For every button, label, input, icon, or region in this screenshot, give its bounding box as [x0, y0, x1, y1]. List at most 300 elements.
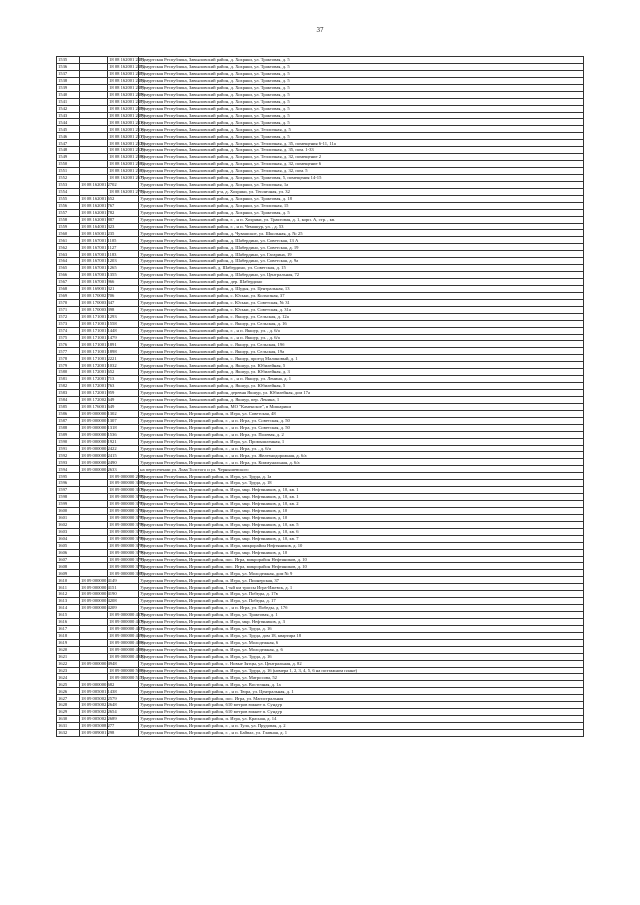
table-row: [57, 549, 584, 556]
table-row: [57, 390, 584, 397]
row-number: 1607: [57, 556, 80, 563]
table-row: [57, 244, 584, 251]
cadastral-number: [80, 494, 108, 501]
row-number: 1559: [57, 223, 80, 230]
address: Удмуртская Республика, Игринский район, п. Игра, ул. Пионерская, 37: [139, 577, 584, 584]
cadastral-number-alt: 18 09 000000 4398: [109, 633, 145, 639]
cadastral-number: 18 08 171001 1448: [81, 327, 117, 333]
address: Удмуртская Республика, Игринский район, п. Игра, мкр. Нефтяников, д. 10, кв. 6: [139, 528, 584, 535]
row-number: 1613: [57, 598, 80, 605]
row-number: 1570: [57, 299, 80, 306]
address: Удмуртская Республика, Завьяловский район, д. Хохряки, ул. Тепличная, 15: [139, 202, 584, 209]
table-row: [57, 299, 584, 306]
table-row: [57, 292, 584, 299]
table-row: [57, 605, 584, 612]
address: Удмуртская Республика, Игринский район, г. , н п. Игра, ул. Коммунальная, д. 6/а: [139, 459, 584, 466]
cadastral-number-alt: 18 08 162001 2403: [109, 71, 145, 77]
cadastral-number: [80, 98, 108, 105]
address: Удмуртская Республика, Завьяловский район, г. , н п. Якшур, ул. , д. 6/а: [139, 327, 584, 334]
address: Удмуртская Республика, Завьяловский район, д. Хохряки, ул. Трактовая, д. 18: [139, 195, 584, 202]
table-row: [57, 521, 584, 528]
address: Удмуртская Республика, Завьяловский район, д. Хохряки, ул. Тепличная, д. 5: [139, 126, 584, 133]
table-row: [57, 646, 584, 653]
cadastral-number: [80, 147, 108, 154]
table-row: [57, 403, 584, 410]
row-number: 1544: [57, 119, 80, 126]
row-number: 1569: [57, 292, 80, 299]
cadastral-number-alt: 18 09 000000 3792: [109, 563, 145, 569]
cadastral-number: 18 09 000000 1307: [81, 418, 117, 424]
row-number: 1546: [57, 133, 80, 140]
address: Удмуртская Республика, Завьяловский район, д. Хохряки, ул. Трактовая, д. 5: [139, 133, 584, 140]
row-number: 1550: [57, 161, 80, 168]
cadastral-number: 18 08 171001 1479: [81, 334, 117, 340]
cadastral-number-alt: 18 08 162001 2563: [109, 168, 145, 174]
address: Удмуртская Республика, Завьяловский район, д. Хохряки, ул. Трактовая, д. 5: [139, 91, 584, 98]
row-number: 1548: [57, 147, 80, 154]
cadastral-number-alt: 18 09 000000 3205: [109, 480, 145, 486]
table-row: [57, 126, 584, 133]
address: Удмуртская Республика, Завьяловский район, г. , н п. Якшур, ул. , д. 6/а: [139, 334, 584, 341]
table-row: [57, 702, 584, 709]
address: Удмуртская Республика, Завьяловский район, д. Хохряки, ул. Трактовая, д. 5: [139, 70, 584, 77]
address: Удмуртская Республика, Игринский район, г. , н п. Тула, ул. Прудовая, д. 2: [139, 723, 584, 730]
table-row: [57, 445, 584, 452]
row-number: 1626: [57, 688, 80, 695]
row-number: 1593: [57, 459, 80, 466]
cadastral-number: [80, 119, 108, 126]
row-number: 1630: [57, 716, 80, 723]
row-number: 1623: [57, 667, 80, 674]
table-row: [57, 140, 584, 147]
cadastral-number: [80, 168, 108, 175]
cadastral-number: [80, 77, 108, 84]
address: Удмуртская Республика, Игринский район, г. , н п. Игра, ул. , д. 6/а: [139, 445, 584, 452]
cadastral-number: 18 09 000000 4948: [81, 660, 117, 666]
table-row: [57, 313, 584, 320]
row-number: 1580: [57, 369, 80, 376]
address: Удмуртская Республика, Завьяловский район, с. Юськи, ул. Советская, № 31: [139, 299, 584, 306]
row-number: 1616: [57, 618, 80, 625]
table-row: [57, 570, 584, 577]
table-row: [57, 618, 584, 625]
row-number: 1565: [57, 265, 80, 272]
table-row: [57, 528, 584, 535]
row-number: 1605: [57, 542, 80, 549]
row-number: 1543: [57, 112, 80, 119]
row-number: 1539: [57, 84, 80, 91]
table-row: [57, 161, 584, 168]
cadastral-number: [80, 653, 108, 660]
address: Удмуртская Республика, Игринский район, п. Игра, мкр. Нефтяников, д. 10, кв. 1: [139, 494, 584, 501]
cadastral-number: 18 08 171001 1891: [81, 341, 117, 347]
cadastral-number: 18 08 170003 398: [81, 307, 115, 313]
table-row: [57, 535, 584, 542]
address: Удмуртская Республика, Завьяловский р-н, д. Хохряки, ул. Тепличная, ул. 32: [139, 188, 584, 195]
address: Удмуртская Республика, Завьяловский район, д. Хохряки, ул. Тепличная, д. 32, помещение 2: [139, 154, 584, 161]
cadastral-number-alt: 18 08 162001 2410: [109, 119, 145, 125]
cadastral-number: [80, 84, 108, 91]
address: Удмуртская Республика, Завьяловский район, деревня Якшур, ул. Юбилейная, дом 17а: [139, 390, 584, 397]
address: Удмуртская Республика, Завьяловский район, с. Юськи, ул. Колхозная, 37: [139, 292, 584, 299]
row-number: 1568: [57, 285, 80, 292]
row-number: 1563: [57, 251, 80, 258]
table-row: [57, 438, 584, 445]
cadastral-number: [80, 133, 108, 140]
table-row: [57, 334, 584, 341]
row-number: 1609: [57, 570, 80, 577]
row-number: 1536: [57, 63, 80, 70]
cadastral-number-alt: 18 08 162001 2402: [109, 64, 145, 70]
row-number: 1540: [57, 91, 80, 98]
cadastral-number-alt: 18 08 162001 2409: [109, 112, 145, 118]
row-number: 1551: [57, 168, 80, 175]
address: Удмуртская Республика, Завьяловский район, с. Якшур, ул. Сельская, 19б: [139, 341, 584, 348]
address: Удмуртская Республика, Игринский район, г. , н п. Байвал, ул. Главная, д. 1: [139, 729, 584, 736]
table-row: [57, 98, 584, 105]
address: на пересечении ул. Льва Толстого и ул. Чернышевского: [139, 466, 584, 473]
address: Удмуртская Республика, Завьяловский район, д. Якшур, ул. Юбилейная, 5: [139, 362, 584, 369]
address: Удмуртская Республика, Завьяловский район, д. Шудья, ул. Центральная, 13: [139, 285, 584, 292]
address: Удмуртская Республика, Игринский район, п. Игра, ул. Трактовая, д. 1: [139, 612, 584, 619]
cadastral-number: 18 08 171001 1293: [81, 313, 117, 319]
cadastral-number: [80, 63, 108, 70]
cadastral-number: 18 08 170003 347: [81, 300, 115, 306]
row-number: 1620: [57, 646, 80, 653]
cadastral-number: [80, 618, 108, 625]
table-row: [57, 417, 584, 424]
row-number: 1574: [57, 327, 80, 334]
row-number: 1575: [57, 334, 80, 341]
address: Удмуртская Республика, Игринский район, г. , н п. Игра, ул. Полевая, д. 2: [139, 431, 584, 438]
cadastral-number-alt: 18 09 000000 3787: [109, 529, 145, 535]
cadastral-number-alt: 18 09 000000 3785: [109, 515, 145, 521]
row-number: 1586: [57, 410, 80, 417]
row-number: 1547: [57, 140, 80, 147]
table-row: [57, 272, 584, 279]
cadastral-number-alt: 18 09 000000 3983: [109, 570, 145, 576]
row-number: 1628: [57, 702, 80, 709]
address: Удмуртская Республика, Завьяловский район, д. Хохряки, ул. Трактовая, д. 5: [139, 63, 584, 70]
address: Удмуртская Республика, Завьяловский район, д. Хохряки, ул. Трактовая, д. 5: [139, 105, 584, 112]
cadastral-number-alt: 18 09 000000 5069: [109, 667, 145, 673]
row-number: 1617: [57, 625, 80, 632]
cadastral-number-alt: 18 09 000000 2900: [109, 473, 145, 479]
cadastral-number-alt: 18 09 000000 4940: [109, 653, 145, 659]
address: Удмуртская Республика, Завьяловский район, д. Хохряки, ул. Тепличная, д. 32, пом. 5: [139, 168, 584, 175]
cadastral-number: [80, 480, 108, 487]
table-row: [57, 688, 584, 695]
address: Удмуртская Республика, Завьяловский район, д. Хохряки, ул. Тепличная, д. 35, помещения 6-11, 11а: [139, 140, 584, 147]
table-row: [57, 77, 584, 84]
table-row: [57, 466, 584, 473]
row-number: 1590: [57, 438, 80, 445]
cadastral-number-alt: 18 08 162001 2671: [109, 175, 145, 181]
table-row: [57, 70, 584, 77]
table-row: [57, 681, 584, 688]
table-row: [57, 258, 584, 265]
row-number: 1576: [57, 341, 80, 348]
table-row: [57, 251, 584, 258]
cadastral-number: [80, 514, 108, 521]
cadastral-number: [80, 674, 108, 681]
table-row: [57, 119, 584, 126]
address: Удмуртская Республика, Завьяловский район, с. Якшур, проезд Малиновый, д. 1: [139, 355, 584, 362]
cadastral-number: 18 09 005001 1438: [81, 688, 117, 694]
cadastral-number: 18 09 000000 4209: [81, 605, 117, 611]
table-row: [57, 223, 584, 230]
address: Удмуртская Республика, Игринский район, п. Игра, микрорайон Нефтяников, д. 10: [139, 542, 584, 549]
cadastral-number: [80, 174, 108, 181]
row-number: 1562: [57, 244, 80, 251]
cadastral-number: [80, 549, 108, 556]
address: Удмуртская Республика, Игринский район, п. Игра, мкр. Нефтяников, д. 10, кв. 7: [139, 535, 584, 542]
table-row: [57, 452, 584, 459]
cadastral-number: [80, 646, 108, 653]
cadastral-number-alt: 18 08 162001 2405: [109, 85, 145, 91]
cadastral-number: 18 08 171001 1558: [81, 320, 117, 326]
cadastral-number: [80, 556, 108, 563]
cadastral-number: [80, 542, 108, 549]
address: Удмуртская Республика, Завьяловский район, д. Хохряки, ул. Трактовая, д. 5: [139, 119, 584, 126]
cadastral-number-alt: 18 09 000000 3782: [109, 494, 145, 500]
cadastral-number-alt: 18 09 000000 4869: [109, 646, 145, 652]
table-row: [57, 188, 584, 195]
cadastral-number: [80, 667, 108, 674]
address: Удмуртская Республика, Завьяловский район, с. Якшур, ул. Сельская, 19а: [139, 348, 584, 355]
row-number: 1577: [57, 348, 80, 355]
table-row: [57, 112, 584, 119]
address: Удмуртская Республика, Игринский район, пос. Игра, микрорайон Нефтяников, д. 10: [139, 556, 584, 563]
table-row: [57, 709, 584, 716]
row-number: 1583: [57, 390, 80, 397]
row-number: 1549: [57, 154, 80, 161]
cadastral-number: 18 09 000000 4208: [81, 598, 117, 604]
cadastral-number: 18 08 172001 652: [81, 369, 115, 375]
table-row: [57, 320, 584, 327]
table-row: [57, 195, 584, 202]
row-number: 1599: [57, 501, 80, 508]
row-number: 1606: [57, 549, 80, 556]
table-row: [57, 369, 584, 376]
cadastral-number: 18 09 000000 682: [81, 681, 115, 687]
cadastral-number-alt: 18 08 162001 2517: [109, 133, 145, 139]
cadastral-number: 18 08 162001 782: [81, 209, 115, 215]
table-row: [57, 514, 584, 521]
table-row: [57, 632, 584, 639]
address: Удмуртская Республика, Игринский район, п. Игра, ул. Молодежная, 6: [139, 639, 584, 646]
table-row: [57, 84, 584, 91]
table-row: [57, 237, 584, 244]
row-number: 1618: [57, 632, 80, 639]
row-number: 1603: [57, 528, 80, 535]
table-row: [57, 612, 584, 619]
address: Удмуртская Республика, Завьяловский район, д. Якшур, ул. Юбилейная, д. 3: [139, 369, 584, 376]
row-number: 1627: [57, 695, 80, 702]
cadastral-number: 18 08 176001 649: [81, 404, 115, 410]
table-row: [57, 396, 584, 403]
cadastral-number: [80, 473, 108, 480]
address: Удмуртская Республика, Завьяловский, д. Шабердино, ул. Советская, д. 15: [139, 265, 584, 272]
cadastral-number: [80, 70, 108, 77]
table-row: [57, 355, 584, 362]
row-number: 1625: [57, 681, 80, 688]
cadastral-number-alt: 18 09 000000 4866: [109, 640, 145, 646]
table-row: [57, 154, 584, 161]
row-number: 1564: [57, 258, 80, 265]
table-row: [57, 285, 584, 292]
row-number: 1588: [57, 424, 80, 431]
cadastral-number: 18 09 005002 2654: [81, 709, 117, 715]
row-number: 1538: [57, 77, 80, 84]
address: Удмуртская Республика, Игринский район, г. , н п. Игра, ул. Победы, д. 17б: [139, 605, 584, 612]
table-row: [57, 341, 584, 348]
cadastral-number: 18 09 000000 2633: [81, 466, 117, 472]
table-row: [57, 348, 584, 355]
cadastral-number: 18 08 169001 321: [81, 286, 115, 292]
cadastral-number: 18 09 000000 1318: [81, 424, 117, 430]
page-number: 37: [316, 26, 324, 34]
cadastral-number-alt: 18 08 162001 2407: [109, 98, 145, 104]
cadastral-number: 18 08 171001 2221: [81, 355, 117, 361]
address: Удмуртская Республика, Завьяловский район, д. Хохряки, ул. Трактовая, д. 5: [139, 98, 584, 105]
cadastral-number-alt: 18 09 000000 3789: [109, 542, 145, 548]
cadastral-number: 18 09 000000 1302: [81, 411, 117, 417]
cadastral-number-alt: 18 09 000000 3783: [109, 501, 145, 507]
row-number: 1615: [57, 612, 80, 619]
address: Удмуртская Республика, Игринский район, п. Игра, ул. Труда, дом 18, квартира 18: [139, 632, 584, 639]
cadastral-number: [80, 487, 108, 494]
address: Удмуртская Республика, Игринский район, г. , н п. Игра, ул. Советская, д. 50: [139, 417, 584, 424]
table-row: [57, 542, 584, 549]
address: Удмуртская Республика, Завьяловский район, с. Якшур, ул. Сельская, д. 16: [139, 320, 584, 327]
cadastral-number: [80, 632, 108, 639]
address: Удмуртская Республика, Игринский район, г. , н п. Тюра, ул. Центральная, д. 1: [139, 688, 584, 695]
cadastral-number: 18 09 009001 298: [81, 730, 115, 736]
table-row: [57, 362, 584, 369]
table-row: [57, 507, 584, 514]
table-row: [57, 327, 584, 334]
table-row: [57, 265, 584, 272]
cadastral-number: 18 08 167001 1355: [81, 272, 117, 278]
address: Удмуртская Республика, Игринский район, п. Игра, ул. Труда, д. 18: [139, 480, 584, 487]
cadastral-number: [80, 521, 108, 528]
row-number: 1604: [57, 535, 80, 542]
cadastral-number: [80, 161, 108, 168]
cadastral-number: 18 08 167001 1183: [81, 251, 117, 257]
table-row: [57, 716, 584, 723]
row-number: 1600: [57, 507, 80, 514]
cadastral-number: [80, 507, 108, 514]
cadastral-number-alt: 18 08 162001 2516: [109, 126, 145, 132]
table-row: [57, 230, 584, 237]
table-row: [57, 494, 584, 501]
table-row: [57, 577, 584, 584]
table-row: [57, 487, 584, 494]
cadastral-number: 18 08 172002 649: [81, 397, 115, 403]
row-number: 1622: [57, 660, 80, 667]
address: Удмуртская Республика, Игринский район, п. Игра, ул. Труда, д. 16: [139, 625, 584, 632]
address: Удмуртская Республика, Завьяловский район, д. Якшур, ул. Юбилейная, 5: [139, 383, 584, 390]
address: Удмуртская Республика, Завьяловский район, г. , н п. Хохряки, ул. Трактовая, д. 1, корп. А, стр. , кв.: [139, 216, 584, 223]
address: Удмуртская Республика, Завьяловский район, д. Шабердино, ул. Советская, д. 19: [139, 244, 584, 251]
row-number: 1631: [57, 723, 80, 730]
table-row: [57, 723, 584, 730]
address: Удмуртская Республика, Игринский район, п. Игра, ул. Труда, д. 16 (номера 1, 2, 3, 4, 5, 6 на поэтажном плане): [139, 667, 584, 674]
address: Удмуртская Республика, Игринский район, п. Игра, мкр. Нефтяников, д. 10: [139, 507, 584, 514]
row-number: 1597: [57, 487, 80, 494]
row-number: 1571: [57, 306, 80, 313]
cadastral-number: [80, 625, 108, 632]
cadastral-number: [80, 112, 108, 119]
cadastral-number-alt: 18 08 162001 2562: [109, 161, 145, 167]
table-row: [57, 556, 584, 563]
row-number: 1585: [57, 403, 80, 410]
cadastral-number: 18 08 164001 323: [81, 223, 115, 229]
address: Удмуртская Республика, Завьяловский район, д. Чувашское, ул. Школьная, д. № 25: [139, 230, 584, 237]
address: Удмуртская Республика, Игринский район, 1-ый км трассы Игра-Ижевск, д. 1: [139, 584, 584, 591]
cadastral-number-alt: 18 08 162001 2401: [109, 57, 145, 63]
table-row: [57, 105, 584, 112]
cadastral-number-alt: 18 09 000000 3784: [109, 508, 145, 514]
cadastral-number: 18 08 172001 1032: [81, 362, 117, 368]
row-number: 1553: [57, 181, 80, 188]
cadastral-number-alt: 18 08 162001 2529: [109, 147, 145, 153]
table-row: [57, 57, 584, 64]
cadastral-number: 18 09 005002 2579: [81, 695, 117, 701]
cadastral-number: [80, 612, 108, 619]
cadastral-number-alt: 18 09 000000 4377: [109, 626, 145, 632]
address: Удмуртская Республика, Игринский район, п. Игра, мкр. Нефтяников, д. 10, кв. 1: [139, 487, 584, 494]
row-number: 1582: [57, 383, 80, 390]
cadastral-number: 18 08 170002 706: [81, 293, 115, 299]
table-row: [57, 168, 584, 175]
row-number: 1557: [57, 209, 80, 216]
cadastral-number-alt: 18 08 162001 2528: [109, 140, 145, 146]
row-number: 1542: [57, 105, 80, 112]
cadastral-number-alt: 18 08 162001 2560: [109, 154, 145, 160]
row-number: 1614: [57, 605, 80, 612]
cadastral-number-alt: 18 08 162001 2404: [109, 78, 145, 84]
table-row: [57, 660, 584, 667]
table-row: [57, 216, 584, 223]
cadastral-number-alt: 18 09 000000 3790: [109, 549, 145, 555]
address: Удмуртская Республика, Игринский район, п. Игра, мкр. Нефтяников, д. 3: [139, 618, 584, 625]
cadastral-number: [80, 639, 108, 646]
cadastral-number: 18 08 167001 1127: [81, 244, 117, 250]
cadastral-number: 18 09 000000 2490: [81, 459, 117, 465]
table-row: [57, 174, 584, 181]
cadastral-number: [80, 57, 108, 64]
cadastral-number-alt: 18 09 000000 3791: [109, 556, 145, 562]
cadastral-number: 18 09 000000 2422: [81, 445, 117, 451]
table-row: [57, 209, 584, 216]
cadastral-number: 18 08 167001 1105: [81, 237, 117, 243]
table-row: [57, 598, 584, 605]
row-number: 1596: [57, 480, 80, 487]
registry-table-body: [57, 57, 584, 737]
row-number: 1584: [57, 396, 80, 403]
address: Удмуртская Республика, Игринский район, п. Игра, ул. Труда, д. 1а: [139, 473, 584, 480]
row-number: 1578: [57, 355, 80, 362]
address: Удмуртская Республика, Завьяловский район, д. Хохряки, ул. Трактовая, д. 5: [139, 84, 584, 91]
row-number: 1541: [57, 98, 80, 105]
cadastral-number: 18 09 000000 4151: [81, 584, 117, 590]
address: Удмуртская Республика, Завьяловский район, д. Хохряки, ул. Трактовая, д. 5: [139, 57, 584, 64]
row-number: 1556: [57, 202, 80, 209]
address: Удмуртская Республика, Игринский район, п. Игра, мкр. Нефтяников, д. 10: [139, 549, 584, 556]
cadastral-number: [80, 91, 108, 98]
